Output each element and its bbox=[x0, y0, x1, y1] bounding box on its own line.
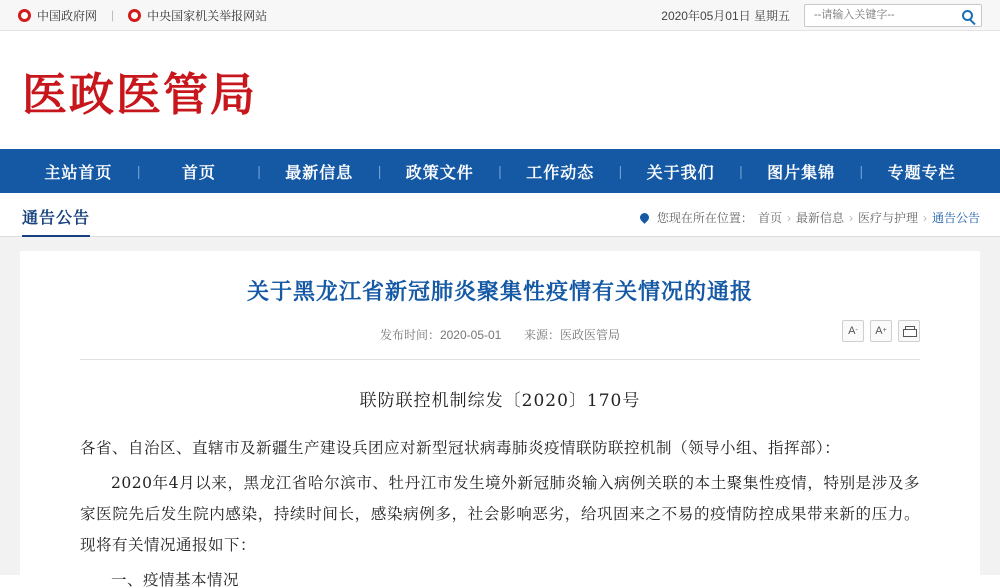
document-number: 联防联控机制综发〔2020〕170号 bbox=[359, 390, 641, 411]
link-china-gov[interactable]: 中国政府网 bbox=[37, 8, 98, 23]
article-meta bbox=[80, 326, 920, 360]
nav-item-main-home[interactable]: 主站首页 bbox=[44, 164, 113, 182]
nav-divider: | bbox=[257, 163, 261, 179]
breadcrumb-item-latest-info[interactable]: 最新信息 bbox=[795, 211, 844, 225]
nav-item-policy-docs[interactable]: 政策文件 bbox=[405, 164, 474, 182]
article-paragraph-2: 2020年4月以来，黑龙江省哈尔滨市、牡丹江市发生境外新冠肺炎输入病例关联的本土聚集性疫情，特别是涉及多家医院先后发生院内感染，持续时间长，感染病例多，社会影响恶劣，给巩固来之不易的疫情防控成果带来新的压力。现将有关情况通报如下： bbox=[80, 473, 920, 554]
site-logo-title: 医政医管局 bbox=[22, 67, 258, 121]
search-icon bbox=[962, 10, 973, 21]
breadcrumb-arrow: › bbox=[922, 210, 927, 225]
breadcrumb-arrow: › bbox=[786, 210, 791, 225]
font-decrease-button[interactable] bbox=[842, 320, 864, 342]
topbar-separator: | bbox=[111, 8, 115, 22]
font-increase-sup: + bbox=[882, 327, 887, 335]
breadcrumb-prefix: 您现在所在位置： bbox=[656, 211, 753, 225]
nav-item-latest-info[interactable]: 最新信息 bbox=[285, 164, 354, 182]
top-bar-links bbox=[18, 7, 267, 24]
breadcrumb-item-medical-nursing[interactable]: 医疗与护理 bbox=[857, 211, 918, 225]
main-nav bbox=[0, 149, 1000, 193]
gov-seal-icon-2 bbox=[128, 9, 141, 22]
search-box[interactable] bbox=[804, 4, 982, 27]
nav-item-about-us[interactable]: 关于我们 bbox=[646, 164, 715, 182]
page-body bbox=[0, 237, 1000, 588]
font-increase-label: A bbox=[875, 324, 883, 337]
nav-item-work-news[interactable]: 工作动态 bbox=[526, 164, 595, 182]
nav-item-special-topics[interactable]: 专题专栏 bbox=[887, 164, 956, 182]
site-header bbox=[0, 31, 1000, 149]
breadcrumb-strip bbox=[0, 193, 1000, 237]
nav-divider: | bbox=[377, 163, 382, 179]
breadcrumb-arrow: › bbox=[848, 210, 853, 225]
font-decrease-label: A bbox=[848, 324, 856, 337]
location-pin-icon bbox=[638, 211, 651, 224]
nav-item-photo-gallery[interactable]: 图片集锦 bbox=[767, 164, 836, 182]
top-bar-right bbox=[661, 4, 982, 27]
article-source: 来源：医政医管局 bbox=[524, 327, 621, 342]
search-input[interactable] bbox=[812, 6, 950, 25]
search-button[interactable] bbox=[953, 4, 981, 27]
breadcrumb bbox=[640, 209, 980, 236]
article-paragraph-1: 各省、自治区、直辖市及新疆生产建设兵团应对新型冠状病毒肺炎疫情联防联控机制（领导小组、指挥部）： bbox=[80, 438, 841, 457]
nav-item-home[interactable]: 首页 bbox=[181, 164, 216, 182]
article-container bbox=[20, 251, 980, 588]
top-bar bbox=[0, 0, 1000, 31]
article-title: 关于黑龙江省新冠肺炎聚集性疫情有关情况的通报 bbox=[246, 279, 753, 304]
nav-divider: | bbox=[618, 163, 623, 179]
article-tools bbox=[842, 320, 920, 342]
nav-divider: | bbox=[136, 163, 141, 179]
article-paragraph-3: 一、疫情基本情况 bbox=[111, 570, 240, 588]
nav-divider: | bbox=[498, 163, 502, 179]
font-decrease-sup: - bbox=[855, 327, 858, 335]
section-title: 通告公告 bbox=[22, 205, 90, 237]
gov-seal-icon bbox=[18, 9, 31, 22]
current-date: 2020年05月01日 星期五 bbox=[661, 8, 790, 23]
link-report-site[interactable]: 中央国家机关举报网站 bbox=[147, 8, 268, 23]
print-button[interactable] bbox=[898, 320, 920, 342]
printer-icon bbox=[903, 326, 915, 335]
article-publish-date: 发布时间：2020-05-01 bbox=[379, 327, 502, 342]
nav-divider: | bbox=[859, 163, 864, 179]
breadcrumb-item-current: 通告公告 bbox=[931, 211, 980, 225]
nav-divider: | bbox=[739, 163, 743, 179]
font-increase-button[interactable] bbox=[870, 320, 892, 342]
breadcrumb-item-home[interactable]: 首页 bbox=[757, 211, 782, 225]
